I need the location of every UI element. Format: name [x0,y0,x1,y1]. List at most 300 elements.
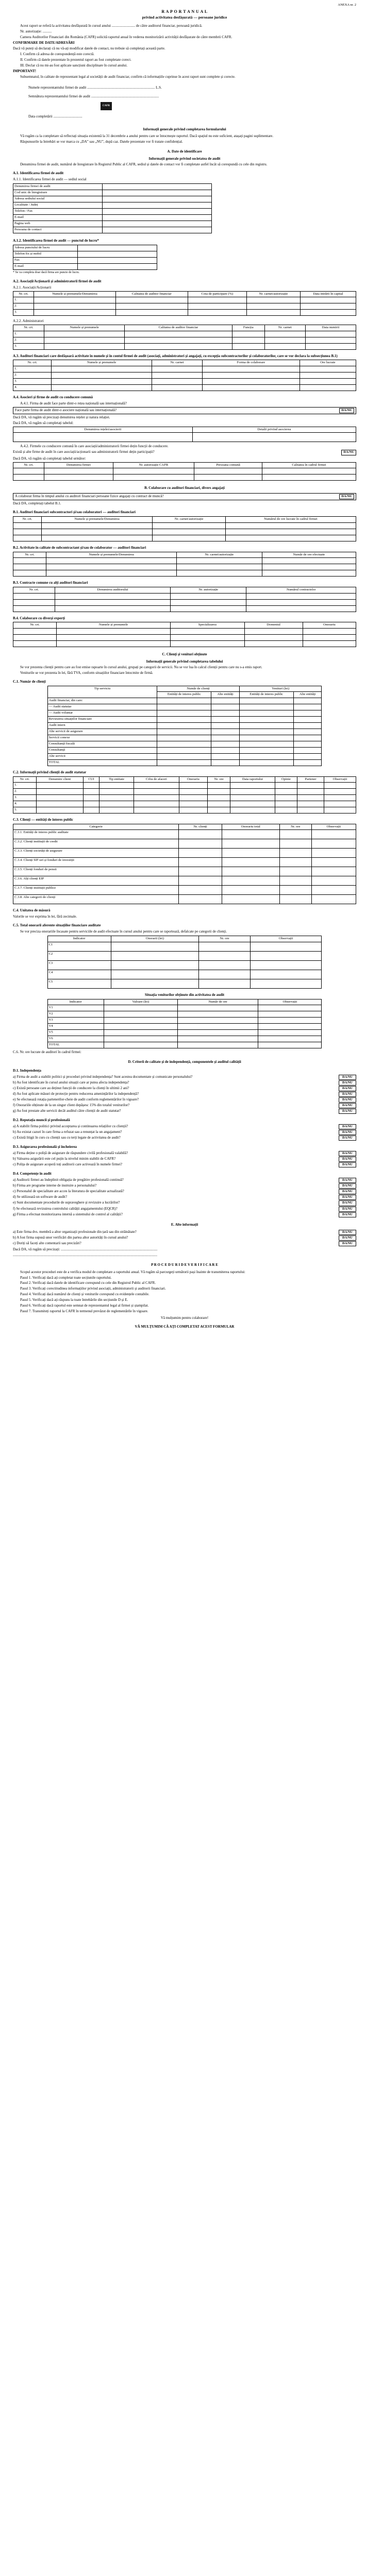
table-cell[interactable] [177,558,262,564]
answer-box[interactable]: DA/NU [339,1235,356,1241]
table-cell[interactable] [199,951,251,960]
table-cell[interactable] [170,640,244,647]
table-cell[interactable] [113,468,194,474]
table-cell[interactable] [13,522,42,529]
table-cell[interactable] [258,1023,322,1029]
table-cell[interactable] [230,782,275,788]
table-cell[interactable] [258,1042,322,1048]
table-cell[interactable] [293,698,322,704]
table-cell[interactable] [104,1011,177,1017]
answer-box[interactable]: DA/NU [339,1130,356,1135]
answer-box[interactable]: DA/NU [339,1178,356,1183]
table-cell[interactable] [179,782,207,788]
table-cell[interactable] [179,830,222,839]
table-cell[interactable] [222,867,279,876]
table-cell[interactable] [293,728,322,735]
table-cell[interactable] [13,628,57,634]
table-cell[interactable] [153,535,225,541]
a4-answer2-box[interactable]: DA/NU [341,450,356,455]
table-cell[interactable] [225,522,356,529]
table-cell[interactable] [115,310,188,316]
field-value[interactable] [103,196,212,202]
field-value[interactable] [103,209,212,215]
field-value[interactable] [78,245,157,251]
table-cell[interactable] [125,343,232,349]
table-cell[interactable] [262,570,356,577]
answer-box[interactable]: DA/NU [339,1195,356,1200]
table-cell[interactable] [264,343,305,349]
table-cell[interactable] [179,801,207,807]
table-cell[interactable] [262,474,356,481]
table-cell[interactable] [247,310,301,316]
table-cell[interactable] [311,895,356,904]
table-cell[interactable] [99,782,134,788]
table-cell[interactable] [179,788,207,794]
table-cell[interactable] [113,474,194,481]
table-cell[interactable] [44,331,125,337]
answer-box[interactable]: DA/NU [339,1230,356,1235]
table-cell[interactable] [275,788,297,794]
table-cell[interactable] [207,807,230,813]
table-cell[interactable] [199,970,251,979]
table-cell[interactable] [111,951,199,960]
table-cell[interactable] [152,384,202,391]
answer-box[interactable]: DA/NU [339,1189,356,1194]
table-cell[interactable] [300,303,356,310]
table-cell[interactable] [250,951,322,960]
table-cell[interactable] [211,716,240,722]
table-cell[interactable] [250,979,322,988]
table-cell[interactable] [279,886,311,895]
table-cell[interactable] [13,605,55,612]
answer-box[interactable]: DA/NU [339,1092,356,1097]
table-cell[interactable] [13,535,42,541]
table-cell[interactable] [264,337,305,343]
table-cell[interactable] [303,634,356,640]
table-cell[interactable] [211,722,240,728]
table-cell[interactable] [104,1036,177,1042]
table-cell[interactable] [134,801,179,807]
table-cell[interactable] [199,960,251,970]
answer-box[interactable]: DA/NU [339,1157,356,1162]
field-value[interactable] [103,227,212,233]
field-value[interactable] [103,190,212,196]
table-cell[interactable] [258,1017,322,1023]
table-cell[interactable] [177,1023,258,1029]
table-cell[interactable] [264,331,305,337]
table-cell[interactable] [311,867,356,876]
table-cell[interactable] [247,303,301,310]
table-cell[interactable] [246,593,356,599]
table-cell[interactable] [13,558,46,564]
table-cell[interactable] [99,807,134,813]
table-cell[interactable] [13,468,44,474]
table-cell[interactable] [83,801,99,807]
table-cell[interactable] [305,337,356,343]
table-cell[interactable] [305,331,356,337]
table-cell[interactable] [179,849,222,858]
table-cell[interactable] [275,794,297,801]
a4-answer-box[interactable]: DA/NU [339,408,354,413]
table-cell[interactable] [211,698,240,704]
table-cell[interactable] [232,331,264,337]
answer-box[interactable]: DA/NU [339,1207,356,1212]
table-cell[interactable] [179,839,222,849]
table-cell[interactable] [179,867,222,876]
table-cell[interactable] [279,858,311,867]
table-cell[interactable] [134,807,179,813]
table-cell[interactable] [188,297,246,303]
table-cell[interactable] [41,535,153,541]
table-cell[interactable] [104,1023,177,1029]
table-cell[interactable] [230,788,275,794]
table-cell[interactable] [258,1011,322,1017]
table-cell[interactable] [300,378,356,384]
table-cell[interactable] [225,535,356,541]
table-cell[interactable] [179,858,222,867]
table-cell[interactable] [36,801,83,807]
table-cell[interactable] [211,741,240,747]
table-cell[interactable] [157,741,211,747]
table-cell[interactable] [99,788,134,794]
table-cell[interactable] [171,593,246,599]
table-cell[interactable] [104,1005,177,1011]
field-value[interactable] [78,251,157,258]
table-cell[interactable] [324,801,356,807]
table-cell[interactable] [222,876,279,886]
table-cell[interactable] [170,634,244,640]
table-cell[interactable] [44,337,125,343]
table-cell[interactable] [279,849,311,858]
table-cell[interactable] [211,747,240,753]
table-cell[interactable] [52,372,152,378]
table-cell[interactable] [36,807,83,813]
table-cell[interactable] [57,628,170,634]
table-cell[interactable] [250,970,322,979]
table-cell[interactable] [262,564,356,570]
table-cell[interactable] [246,599,356,605]
table-cell[interactable] [179,876,222,886]
field-value[interactable] [103,221,212,227]
table-cell[interactable] [36,788,83,794]
table-cell[interactable] [211,710,240,716]
table-cell[interactable] [52,366,152,372]
table-cell[interactable] [230,794,275,801]
table-cell[interactable] [55,599,171,605]
table-cell[interactable] [239,747,293,753]
table-cell[interactable] [305,343,356,349]
table-cell[interactable] [293,747,322,753]
table-cell[interactable] [230,807,275,813]
table-cell[interactable] [300,310,356,316]
table-cell[interactable] [157,716,211,722]
table-cell[interactable] [293,704,322,710]
table-cell[interactable] [250,942,322,951]
table-cell[interactable] [244,628,303,634]
table-cell[interactable] [300,372,356,378]
table-cell[interactable] [152,372,202,378]
table-cell[interactable] [111,979,199,988]
answer-box[interactable]: DA/NU [339,1241,356,1246]
answer-box[interactable]: DA/NU [339,1124,356,1129]
table-cell[interactable] [170,628,244,634]
field-value[interactable] [78,258,157,264]
table-cell[interactable] [13,599,55,605]
table-cell[interactable] [222,849,279,858]
answer-box[interactable]: DA/NU [339,1162,356,1167]
table-cell[interactable] [13,564,46,570]
answer-box[interactable]: DA/NU [339,1080,356,1086]
table-cell[interactable] [297,794,324,801]
table-cell[interactable] [303,628,356,634]
table-cell[interactable] [55,605,171,612]
table-cell[interactable] [239,698,293,704]
table-cell[interactable] [99,794,134,801]
table-cell[interactable] [297,782,324,788]
table-cell[interactable] [262,468,356,474]
table-cell[interactable] [157,728,211,735]
table-cell[interactable] [275,807,297,813]
table-cell[interactable] [199,979,251,988]
table-cell[interactable] [293,741,322,747]
table-cell[interactable] [171,599,246,605]
table-cell[interactable] [239,722,293,728]
table-cell[interactable] [177,1042,258,1048]
table-cell[interactable] [104,1029,177,1036]
table-cell[interactable] [199,942,251,951]
table-cell[interactable] [46,558,177,564]
table-cell[interactable] [239,735,293,741]
table-cell[interactable] [194,474,262,481]
table-cell[interactable] [279,876,311,886]
table-cell[interactable] [303,640,356,647]
field-value[interactable] [103,215,212,221]
table-cell[interactable] [83,782,99,788]
table-cell[interactable] [52,378,152,384]
table-cell[interactable] [111,942,199,951]
table-cell[interactable] [222,858,279,867]
table-cell[interactable] [211,735,240,741]
table-cell[interactable] [177,1005,258,1011]
table-cell[interactable] [239,710,293,716]
table-cell[interactable] [279,867,311,876]
table-cell[interactable] [258,1029,322,1036]
table-cell[interactable] [177,564,262,570]
field-value[interactable] [103,202,212,209]
table-cell[interactable] [324,807,356,813]
table-cell[interactable] [300,384,356,391]
table-cell[interactable] [247,297,301,303]
table-cell[interactable] [111,970,199,979]
table-cell[interactable] [99,801,134,807]
table-cell[interactable] [57,634,170,640]
table-cell[interactable] [293,753,322,759]
table-cell[interactable] [203,378,300,384]
table-cell[interactable] [324,794,356,801]
table-cell[interactable] [134,788,179,794]
table-cell[interactable] [111,960,199,970]
table-cell[interactable] [157,722,211,728]
table-cell[interactable] [250,960,322,970]
answer-box[interactable]: DA/NU [339,1183,356,1189]
table-cell[interactable] [46,570,177,577]
answer-box[interactable]: DA/NU [339,1212,356,1217]
table-cell[interactable] [324,788,356,794]
table-cell[interactable] [222,839,279,849]
table-cell[interactable] [293,735,322,741]
table-cell[interactable] [115,297,188,303]
table-cell[interactable] [13,634,57,640]
table-cell[interactable] [222,895,279,904]
table-cell[interactable] [13,570,46,577]
table-cell[interactable] [239,759,293,766]
table-cell[interactable] [293,759,322,766]
table-cell[interactable] [239,728,293,735]
table-cell[interactable] [171,605,246,612]
table-cell[interactable] [179,807,207,813]
table-cell[interactable] [311,849,356,858]
table-cell[interactable] [239,753,293,759]
table-cell[interactable] [300,297,356,303]
table-cell[interactable] [293,710,322,716]
table-cell[interactable] [134,782,179,788]
table-cell[interactable] [279,839,311,849]
table-cell[interactable] [125,331,232,337]
table-cell[interactable] [179,895,222,904]
table-cell[interactable] [246,605,356,612]
answer-box[interactable]: DA/NU [339,1097,356,1103]
table-cell[interactable] [36,782,83,788]
table-cell[interactable] [46,564,177,570]
answer-box[interactable]: DA/NU [339,1109,356,1114]
table-cell[interactable] [279,830,311,839]
table-cell[interactable] [157,704,211,710]
table-cell[interactable] [44,343,125,349]
table-cell[interactable] [222,830,279,839]
table-cell[interactable] [152,366,202,372]
table-cell[interactable] [258,1036,322,1042]
table-cell[interactable] [104,1042,177,1048]
table-cell[interactable] [222,886,279,895]
table-cell[interactable] [211,753,240,759]
table-cell[interactable] [52,384,152,391]
table-cell[interactable] [36,794,83,801]
table-cell[interactable] [324,782,356,788]
table-cell[interactable] [297,788,324,794]
table-cell[interactable] [34,297,116,303]
table-cell[interactable] [275,782,297,788]
table-cell[interactable] [179,794,207,801]
table-cell[interactable] [152,378,202,384]
table-cell[interactable] [177,1017,258,1023]
table-cell[interactable] [177,1011,258,1017]
table-cell[interactable] [104,1017,177,1023]
table-cell[interactable] [297,807,324,813]
answer-box[interactable]: DA/NU [339,1200,356,1206]
table-cell[interactable] [177,1029,258,1036]
table-cell[interactable] [239,716,293,722]
table-cell[interactable] [211,728,240,735]
table-cell[interactable] [157,735,211,741]
table-cell[interactable] [225,529,356,535]
table-cell[interactable] [211,759,240,766]
table-cell[interactable] [203,384,300,391]
table-cell[interactable] [275,801,297,807]
table-cell[interactable] [244,634,303,640]
table-cell[interactable] [177,570,262,577]
table-cell[interactable] [34,303,116,310]
answer-box[interactable]: DA/NU [339,1136,356,1141]
table-cell[interactable] [203,372,300,378]
table-cell[interactable] [293,722,322,728]
table-cell[interactable] [157,747,211,753]
table-cell[interactable] [232,337,264,343]
table-cell[interactable] [311,886,356,895]
table-cell[interactable] [188,303,246,310]
answer-box[interactable]: DA/NU [339,1103,356,1108]
b-answer-box[interactable]: DA/NU [339,494,354,499]
table-cell[interactable] [207,794,230,801]
table-cell[interactable] [203,366,300,372]
table-cell[interactable] [207,801,230,807]
table-cell[interactable] [134,794,179,801]
table-cell[interactable] [13,474,44,481]
table-cell[interactable] [311,839,356,849]
table-cell[interactable] [13,640,57,647]
table-cell[interactable] [157,698,211,704]
table-cell[interactable] [293,716,322,722]
table-cell[interactable] [157,759,211,766]
table-cell[interactable] [57,640,170,647]
table-cell[interactable] [153,529,225,535]
table-cell[interactable] [13,593,55,599]
table-cell[interactable] [44,468,113,474]
table-cell[interactable] [125,337,232,343]
table-cell[interactable] [207,788,230,794]
table-cell[interactable] [115,303,188,310]
table-cell[interactable] [311,876,356,886]
table-cell[interactable] [232,343,264,349]
table-cell[interactable] [157,753,211,759]
table-cell[interactable] [188,310,246,316]
table-cell[interactable] [311,830,356,839]
table-cell[interactable] [179,886,222,895]
table-cell[interactable] [157,710,211,716]
table-cell[interactable] [44,474,113,481]
table-cell[interactable] [177,1036,258,1042]
table-cell[interactable] [207,782,230,788]
table-cell[interactable] [83,794,99,801]
table-cell[interactable] [244,640,303,647]
field-value[interactable] [103,184,212,190]
table-cell[interactable] [41,529,153,535]
table-cell[interactable] [311,858,356,867]
table-cell[interactable] [211,704,240,710]
field-value[interactable] [78,264,157,270]
table-cell[interactable] [262,558,356,564]
table-cell[interactable] [279,895,311,904]
table-cell[interactable] [297,801,324,807]
table-cell[interactable] [230,801,275,807]
table-cell[interactable] [34,310,116,316]
table-cell[interactable] [239,741,293,747]
table-cell[interactable] [194,468,262,474]
answer-box[interactable]: DA/NU [339,1086,356,1091]
table-cell[interactable] [55,593,171,599]
table-cell[interactable] [153,522,225,529]
table-cell[interactable] [83,807,99,813]
answer-box[interactable]: DA/NU [339,1151,356,1156]
